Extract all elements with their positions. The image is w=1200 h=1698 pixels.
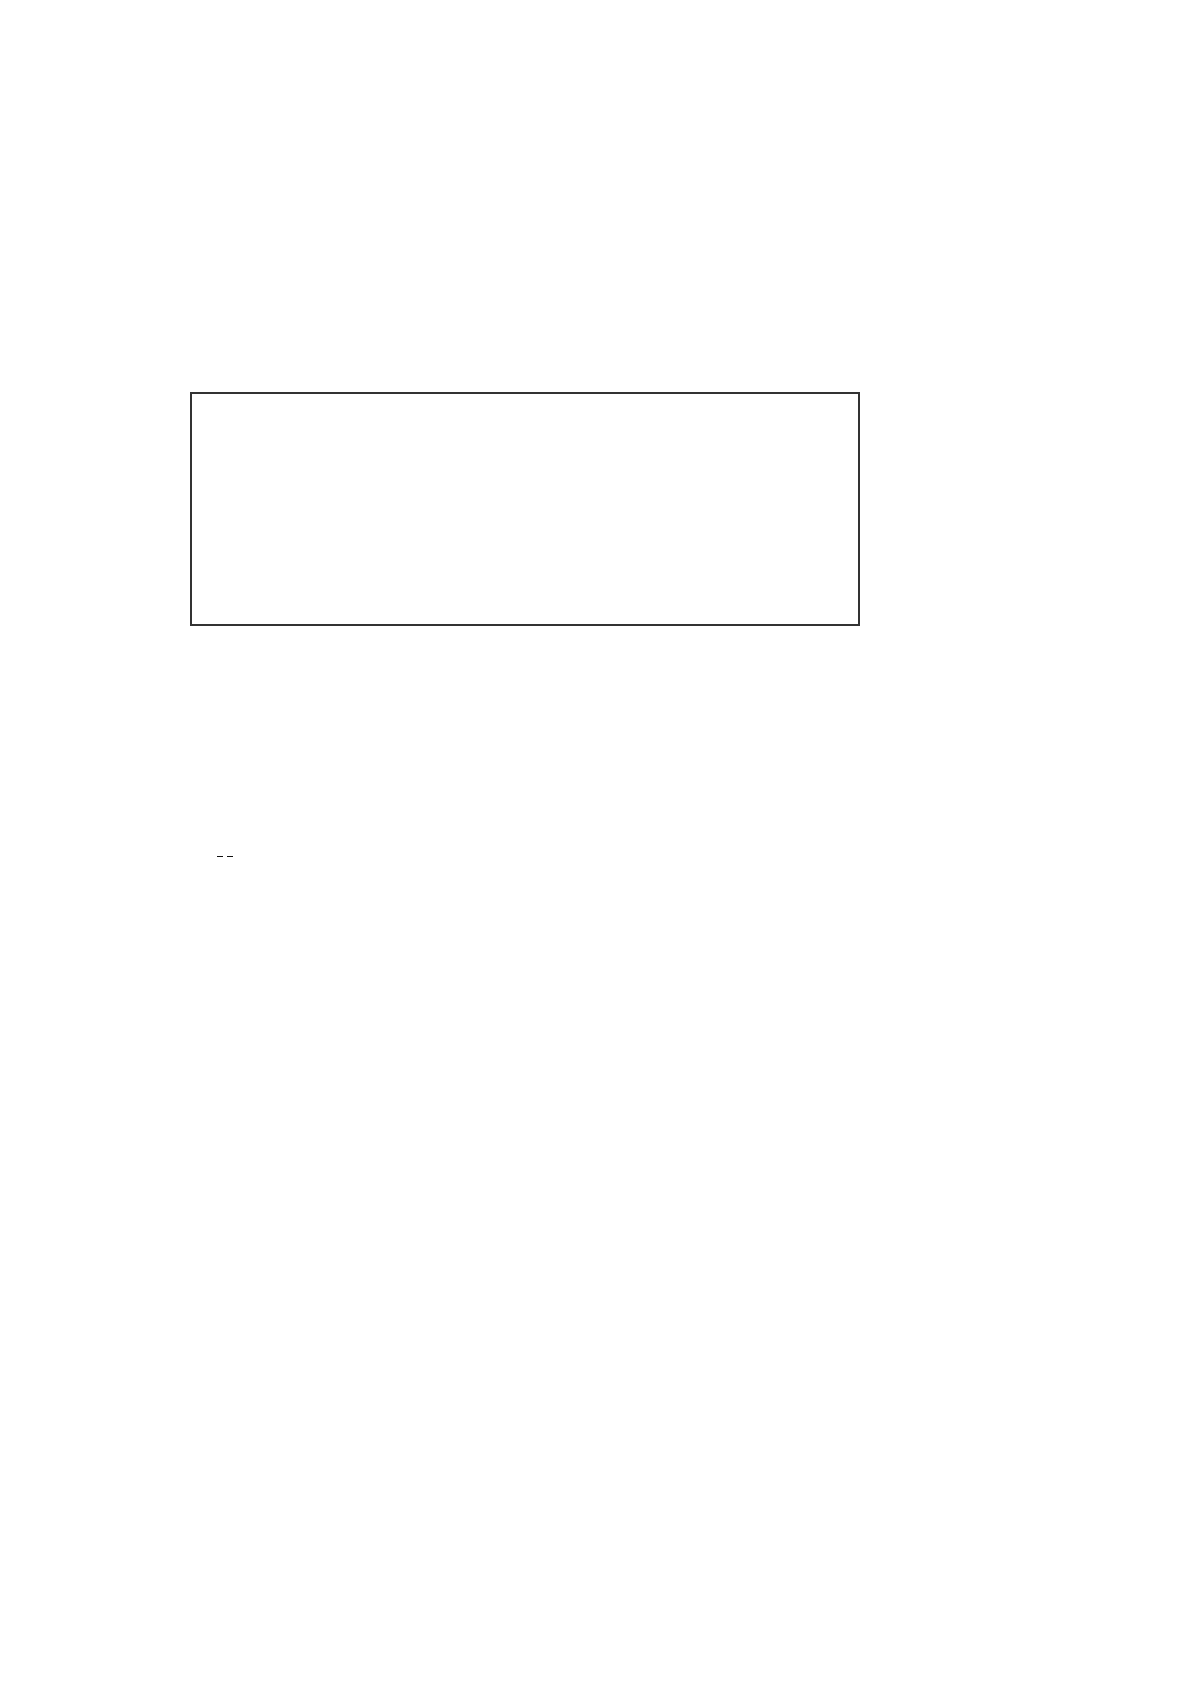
exchange-rate-figure xyxy=(180,1172,800,1494)
fraction-1 xyxy=(217,856,223,857)
fraction-2-numerator xyxy=(227,856,233,857)
q10-options xyxy=(215,743,831,773)
fraction-1-numerator xyxy=(217,856,223,857)
pie-charts-svg xyxy=(190,392,860,626)
figure-frame xyxy=(191,393,859,625)
q11-stem-line2 xyxy=(215,833,235,879)
exchange-rate-chart xyxy=(180,1172,800,1490)
pie-charts-figure xyxy=(190,392,860,630)
fraction-2 xyxy=(227,856,233,857)
